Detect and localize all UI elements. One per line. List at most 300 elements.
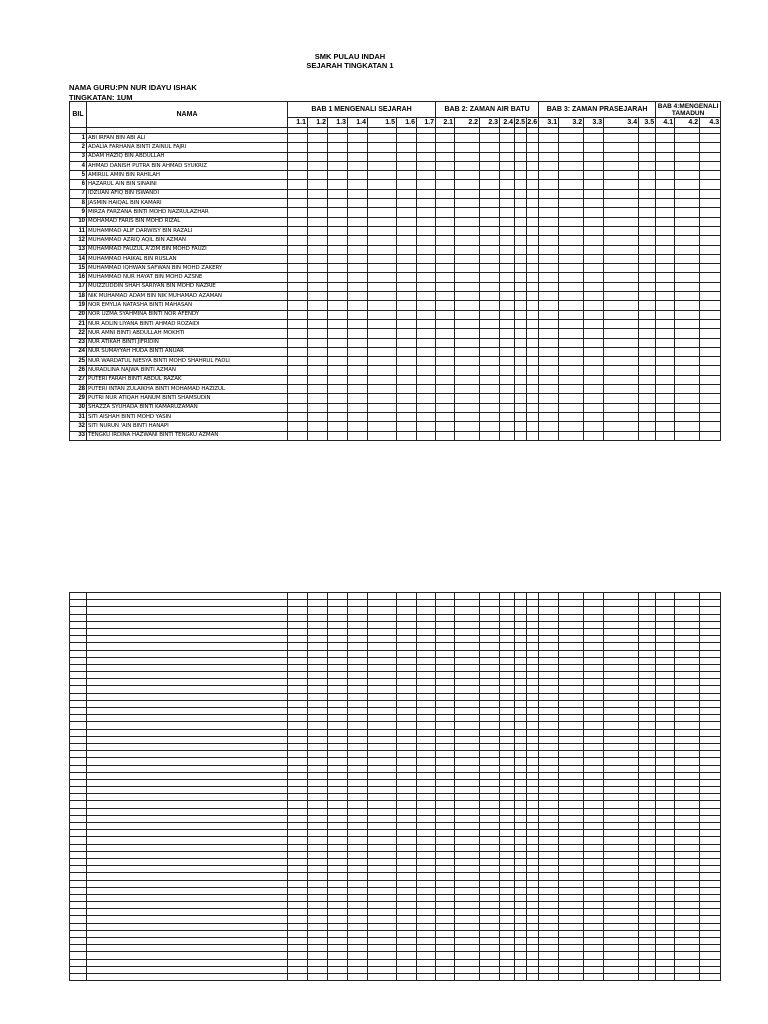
blank-cell[interactable] [639,621,656,628]
score-cell[interactable] [584,422,604,431]
blank-cell[interactable] [515,823,527,830]
blank-cell[interactable] [480,664,500,671]
blank-cell[interactable] [87,815,288,822]
blank-cell[interactable] [604,593,639,600]
blank-cell[interactable] [87,736,288,743]
blank-cell[interactable] [515,700,527,707]
score-cell[interactable] [559,431,584,440]
score-cell[interactable] [500,180,515,189]
blank-cell[interactable] [656,837,675,844]
blank-cell[interactable] [308,938,328,945]
score-cell[interactable] [700,375,721,384]
score-cell[interactable] [559,347,584,356]
blank-cell[interactable] [584,736,604,743]
blank-cell[interactable] [527,823,539,830]
blank-cell[interactable] [436,973,455,980]
score-cell[interactable] [308,143,328,152]
score-cell[interactable] [539,412,559,421]
blank-cell[interactable] [656,909,675,916]
score-cell[interactable] [515,161,527,170]
blank-cell[interactable] [539,808,559,815]
blank-cell[interactable] [308,715,328,722]
blank-cell[interactable] [70,851,87,858]
blank-cell[interactable] [70,902,87,909]
blank-cell[interactable] [328,614,348,621]
blank-cell[interactable] [500,772,515,779]
blank-cell[interactable] [604,751,639,758]
blank-cell[interactable] [288,866,308,873]
blank-cell[interactable] [87,858,288,865]
blank-cell[interactable] [70,866,87,873]
blank-cell[interactable] [308,966,328,973]
blank-cell[interactable] [527,657,539,664]
score-cell[interactable] [368,152,397,161]
blank-cell[interactable] [348,837,368,844]
blank-cell[interactable] [515,779,527,786]
blank-cell[interactable] [656,722,675,729]
blank-cell[interactable] [500,959,515,966]
blank-cell[interactable] [70,722,87,729]
score-cell[interactable] [604,394,639,403]
score-cell[interactable] [527,236,539,245]
score-cell[interactable] [539,180,559,189]
blank-cell[interactable] [539,672,559,679]
blank-cell[interactable] [656,600,675,607]
score-cell[interactable] [584,208,604,217]
score-cell[interactable] [515,366,527,375]
blank-cell[interactable] [604,808,639,815]
blank-cell[interactable] [70,787,87,794]
blank-cell[interactable] [480,851,500,858]
blank-cell[interactable] [700,873,721,880]
blank-cell[interactable] [700,772,721,779]
blank-cell[interactable] [397,643,417,650]
blank-cell[interactable] [308,686,328,693]
blank-cell[interactable] [584,765,604,772]
blank-cell[interactable] [584,787,604,794]
blank-cell[interactable] [584,722,604,729]
blank-cell[interactable] [70,614,87,621]
blank-cell[interactable] [417,815,436,822]
blank-cell[interactable] [288,952,308,959]
blank-cell[interactable] [397,758,417,765]
score-cell[interactable] [455,412,480,421]
blank-cell[interactable] [639,650,656,657]
score-cell[interactable] [308,301,328,310]
score-cell[interactable] [604,412,639,421]
score-cell[interactable] [656,199,675,208]
blank-cell[interactable] [328,729,348,736]
blank-cell[interactable] [656,636,675,643]
score-cell[interactable] [417,264,436,273]
score-cell[interactable] [417,385,436,394]
blank-cell[interactable] [348,758,368,765]
score-cell[interactable] [639,394,656,403]
blank-cell[interactable] [308,722,328,729]
blank-cell[interactable] [417,708,436,715]
blank-cell[interactable] [87,973,288,980]
score-cell[interactable] [584,347,604,356]
score-cell[interactable] [515,152,527,161]
blank-cell[interactable] [639,844,656,851]
blank-cell[interactable] [675,751,700,758]
blank-cell[interactable] [397,945,417,952]
blank-cell[interactable] [397,830,417,837]
blank-cell[interactable] [527,887,539,894]
score-cell[interactable] [604,264,639,273]
blank-cell[interactable] [348,930,368,937]
blank-cell[interactable] [480,959,500,966]
blank-cell[interactable] [70,607,87,614]
blank-cell[interactable] [584,779,604,786]
blank-cell[interactable] [397,607,417,614]
blank-cell[interactable] [436,880,455,887]
blank-cell[interactable] [87,758,288,765]
score-cell[interactable] [500,412,515,421]
blank-cell[interactable] [288,779,308,786]
blank-cell[interactable] [70,679,87,686]
score-cell[interactable] [584,254,604,263]
blank-cell[interactable] [87,938,288,945]
score-cell[interactable] [328,143,348,152]
blank-cell[interactable] [288,808,308,815]
score-cell[interactable] [639,180,656,189]
blank-cell[interactable] [539,959,559,966]
blank-cell[interactable] [500,636,515,643]
score-cell[interactable] [604,357,639,366]
blank-cell[interactable] [656,729,675,736]
blank-cell[interactable] [70,830,87,837]
blank-cell[interactable] [656,808,675,815]
blank-cell[interactable] [348,693,368,700]
score-cell[interactable] [656,357,675,366]
blank-cell[interactable] [308,751,328,758]
score-cell[interactable] [455,143,480,152]
score-cell[interactable] [368,385,397,394]
blank-cell[interactable] [328,973,348,980]
score-cell[interactable] [559,310,584,319]
blank-cell[interactable] [559,693,584,700]
blank-cell[interactable] [675,657,700,664]
score-cell[interactable] [527,422,539,431]
blank-cell[interactable] [527,700,539,707]
blank-cell[interactable] [700,894,721,901]
score-cell[interactable] [397,292,417,301]
score-cell[interactable] [288,152,308,161]
blank-cell[interactable] [700,693,721,700]
blank-cell[interactable] [700,902,721,909]
blank-cell[interactable] [436,614,455,621]
blank-cell[interactable] [308,858,328,865]
score-cell[interactable] [480,394,500,403]
score-cell[interactable] [656,394,675,403]
score-cell[interactable] [455,254,480,263]
blank-cell[interactable] [656,787,675,794]
blank-cell[interactable] [397,672,417,679]
score-cell[interactable] [368,394,397,403]
blank-cell[interactable] [639,952,656,959]
blank-cell[interactable] [500,973,515,980]
blank-cell[interactable] [368,657,397,664]
score-cell[interactable] [559,273,584,282]
score-cell[interactable] [539,171,559,180]
blank-cell[interactable] [675,736,700,743]
score-cell[interactable] [559,338,584,347]
blank-cell[interactable] [308,708,328,715]
blank-cell[interactable] [348,823,368,830]
score-cell[interactable] [328,394,348,403]
blank-cell[interactable] [480,916,500,923]
blank-cell[interactable] [515,772,527,779]
blank-cell[interactable] [604,765,639,772]
score-cell[interactable] [308,329,328,338]
blank-cell[interactable] [455,923,480,930]
blank-cell[interactable] [515,952,527,959]
blank-cell[interactable] [675,873,700,880]
blank-cell[interactable] [527,650,539,657]
blank-cell[interactable] [656,887,675,894]
score-cell[interactable] [436,412,455,421]
blank-cell[interactable] [348,830,368,837]
blank-cell[interactable] [480,909,500,916]
blank-cell[interactable] [328,930,348,937]
blank-cell[interactable] [559,930,584,937]
blank-cell[interactable] [455,600,480,607]
score-cell[interactable] [515,171,527,180]
blank-cell[interactable] [436,779,455,786]
blank-cell[interactable] [87,672,288,679]
blank-cell[interactable] [604,966,639,973]
blank-cell[interactable] [455,765,480,772]
score-cell[interactable] [584,134,604,143]
blank-cell[interactable] [559,700,584,707]
blank-cell[interactable] [348,628,368,635]
blank-cell[interactable] [328,664,348,671]
blank-cell[interactable] [328,657,348,664]
score-cell[interactable] [480,226,500,235]
blank-cell[interactable] [700,679,721,686]
score-cell[interactable] [559,161,584,170]
blank-cell[interactable] [397,858,417,865]
blank-cell[interactable] [527,902,539,909]
blank-cell[interactable] [348,722,368,729]
blank-cell[interactable] [539,837,559,844]
score-cell[interactable] [559,226,584,235]
blank-cell[interactable] [675,938,700,945]
blank-cell[interactable] [675,844,700,851]
blank-cell[interactable] [288,614,308,621]
blank-cell[interactable] [417,930,436,937]
score-cell[interactable] [584,171,604,180]
blank-cell[interactable] [656,851,675,858]
score-cell[interactable] [639,143,656,152]
score-cell[interactable] [515,226,527,235]
score-cell[interactable] [348,366,368,375]
blank-cell[interactable] [288,945,308,952]
blank-cell[interactable] [656,823,675,830]
blank-cell[interactable] [515,851,527,858]
blank-cell[interactable] [639,664,656,671]
blank-cell[interactable] [675,614,700,621]
score-cell[interactable] [656,226,675,235]
blank-cell[interactable] [700,966,721,973]
blank-cell[interactable] [436,736,455,743]
score-cell[interactable] [700,226,721,235]
blank-cell[interactable] [288,894,308,901]
blank-cell[interactable] [288,815,308,822]
blank-cell[interactable] [675,837,700,844]
blank-cell[interactable] [397,657,417,664]
blank-cell[interactable] [417,743,436,750]
blank-cell[interactable] [436,600,455,607]
blank-cell[interactable] [500,858,515,865]
score-cell[interactable] [639,338,656,347]
blank-cell[interactable] [288,787,308,794]
blank-cell[interactable] [639,672,656,679]
blank-cell[interactable] [308,600,328,607]
blank-cell[interactable] [675,772,700,779]
blank-cell[interactable] [639,708,656,715]
score-cell[interactable] [700,273,721,282]
score-cell[interactable] [539,338,559,347]
blank-cell[interactable] [397,844,417,851]
blank-cell[interactable] [604,693,639,700]
blank-cell[interactable] [288,772,308,779]
blank-cell[interactable] [656,830,675,837]
blank-cell[interactable] [455,715,480,722]
score-cell[interactable] [288,273,308,282]
blank-cell[interactable] [559,858,584,865]
blank-cell[interactable] [368,837,397,844]
blank-cell[interactable] [604,959,639,966]
blank-cell[interactable] [397,902,417,909]
blank-cell[interactable] [539,593,559,600]
score-cell[interactable] [328,385,348,394]
blank-cell[interactable] [500,751,515,758]
blank-cell[interactable] [308,823,328,830]
blank-cell[interactable] [328,643,348,650]
score-cell[interactable] [328,310,348,319]
blank-cell[interactable] [559,973,584,980]
score-cell[interactable] [436,329,455,338]
blank-cell[interactable] [700,887,721,894]
blank-cell[interactable] [87,715,288,722]
blank-cell[interactable] [500,729,515,736]
score-cell[interactable] [455,329,480,338]
score-cell[interactable] [675,273,700,282]
score-cell[interactable] [559,217,584,226]
score-cell[interactable] [308,403,328,412]
blank-cell[interactable] [500,672,515,679]
blank-cell[interactable] [539,729,559,736]
score-cell[interactable] [397,143,417,152]
blank-cell[interactable] [328,801,348,808]
score-cell[interactable] [500,254,515,263]
blank-cell[interactable] [368,672,397,679]
blank-cell[interactable] [539,772,559,779]
score-cell[interactable] [417,310,436,319]
blank-cell[interactable] [500,823,515,830]
blank-cell[interactable] [288,679,308,686]
score-cell[interactable] [436,375,455,384]
score-cell[interactable] [539,403,559,412]
score-cell[interactable] [604,143,639,152]
score-cell[interactable] [397,319,417,328]
blank-cell[interactable] [397,966,417,973]
blank-cell[interactable] [500,657,515,664]
blank-cell[interactable] [368,628,397,635]
blank-cell[interactable] [639,873,656,880]
blank-cell[interactable] [288,672,308,679]
blank-cell[interactable] [87,628,288,635]
blank-cell[interactable] [604,679,639,686]
blank-cell[interactable] [308,830,328,837]
blank-cell[interactable] [368,794,397,801]
score-cell[interactable] [584,226,604,235]
blank-cell[interactable] [584,657,604,664]
score-cell[interactable] [639,208,656,217]
blank-cell[interactable] [455,938,480,945]
blank-cell[interactable] [348,600,368,607]
score-cell[interactable] [397,357,417,366]
blank-cell[interactable] [527,672,539,679]
score-cell[interactable] [700,310,721,319]
blank-cell[interactable] [656,815,675,822]
score-cell[interactable] [539,329,559,338]
blank-cell[interactable] [675,851,700,858]
score-cell[interactable] [436,319,455,328]
blank-cell[interactable] [500,722,515,729]
blank-cell[interactable] [539,715,559,722]
blank-cell[interactable] [436,837,455,844]
blank-cell[interactable] [308,643,328,650]
score-cell[interactable] [675,236,700,245]
blank-cell[interactable] [348,887,368,894]
blank-cell[interactable] [328,772,348,779]
blank-cell[interactable] [455,758,480,765]
blank-cell[interactable] [675,672,700,679]
score-cell[interactable] [639,134,656,143]
blank-cell[interactable] [515,909,527,916]
score-cell[interactable] [527,319,539,328]
blank-cell[interactable] [539,923,559,930]
blank-cell[interactable] [417,751,436,758]
score-cell[interactable] [436,273,455,282]
score-cell[interactable] [455,134,480,143]
blank-cell[interactable] [328,851,348,858]
score-cell[interactable] [515,385,527,394]
score-cell[interactable] [527,245,539,254]
blank-cell[interactable] [539,657,559,664]
score-cell[interactable] [639,347,656,356]
blank-cell[interactable] [515,736,527,743]
blank-cell[interactable] [700,758,721,765]
score-cell[interactable] [515,403,527,412]
blank-cell[interactable] [700,722,721,729]
blank-cell[interactable] [397,887,417,894]
blank-cell[interactable] [87,801,288,808]
blank-cell[interactable] [700,945,721,952]
blank-cell[interactable] [368,880,397,887]
blank-cell[interactable] [480,801,500,808]
score-cell[interactable] [397,245,417,254]
score-cell[interactable] [348,189,368,198]
blank-cell[interactable] [675,808,700,815]
score-cell[interactable] [639,375,656,384]
blank-cell[interactable] [348,902,368,909]
score-cell[interactable] [288,412,308,421]
blank-cell[interactable] [417,966,436,973]
